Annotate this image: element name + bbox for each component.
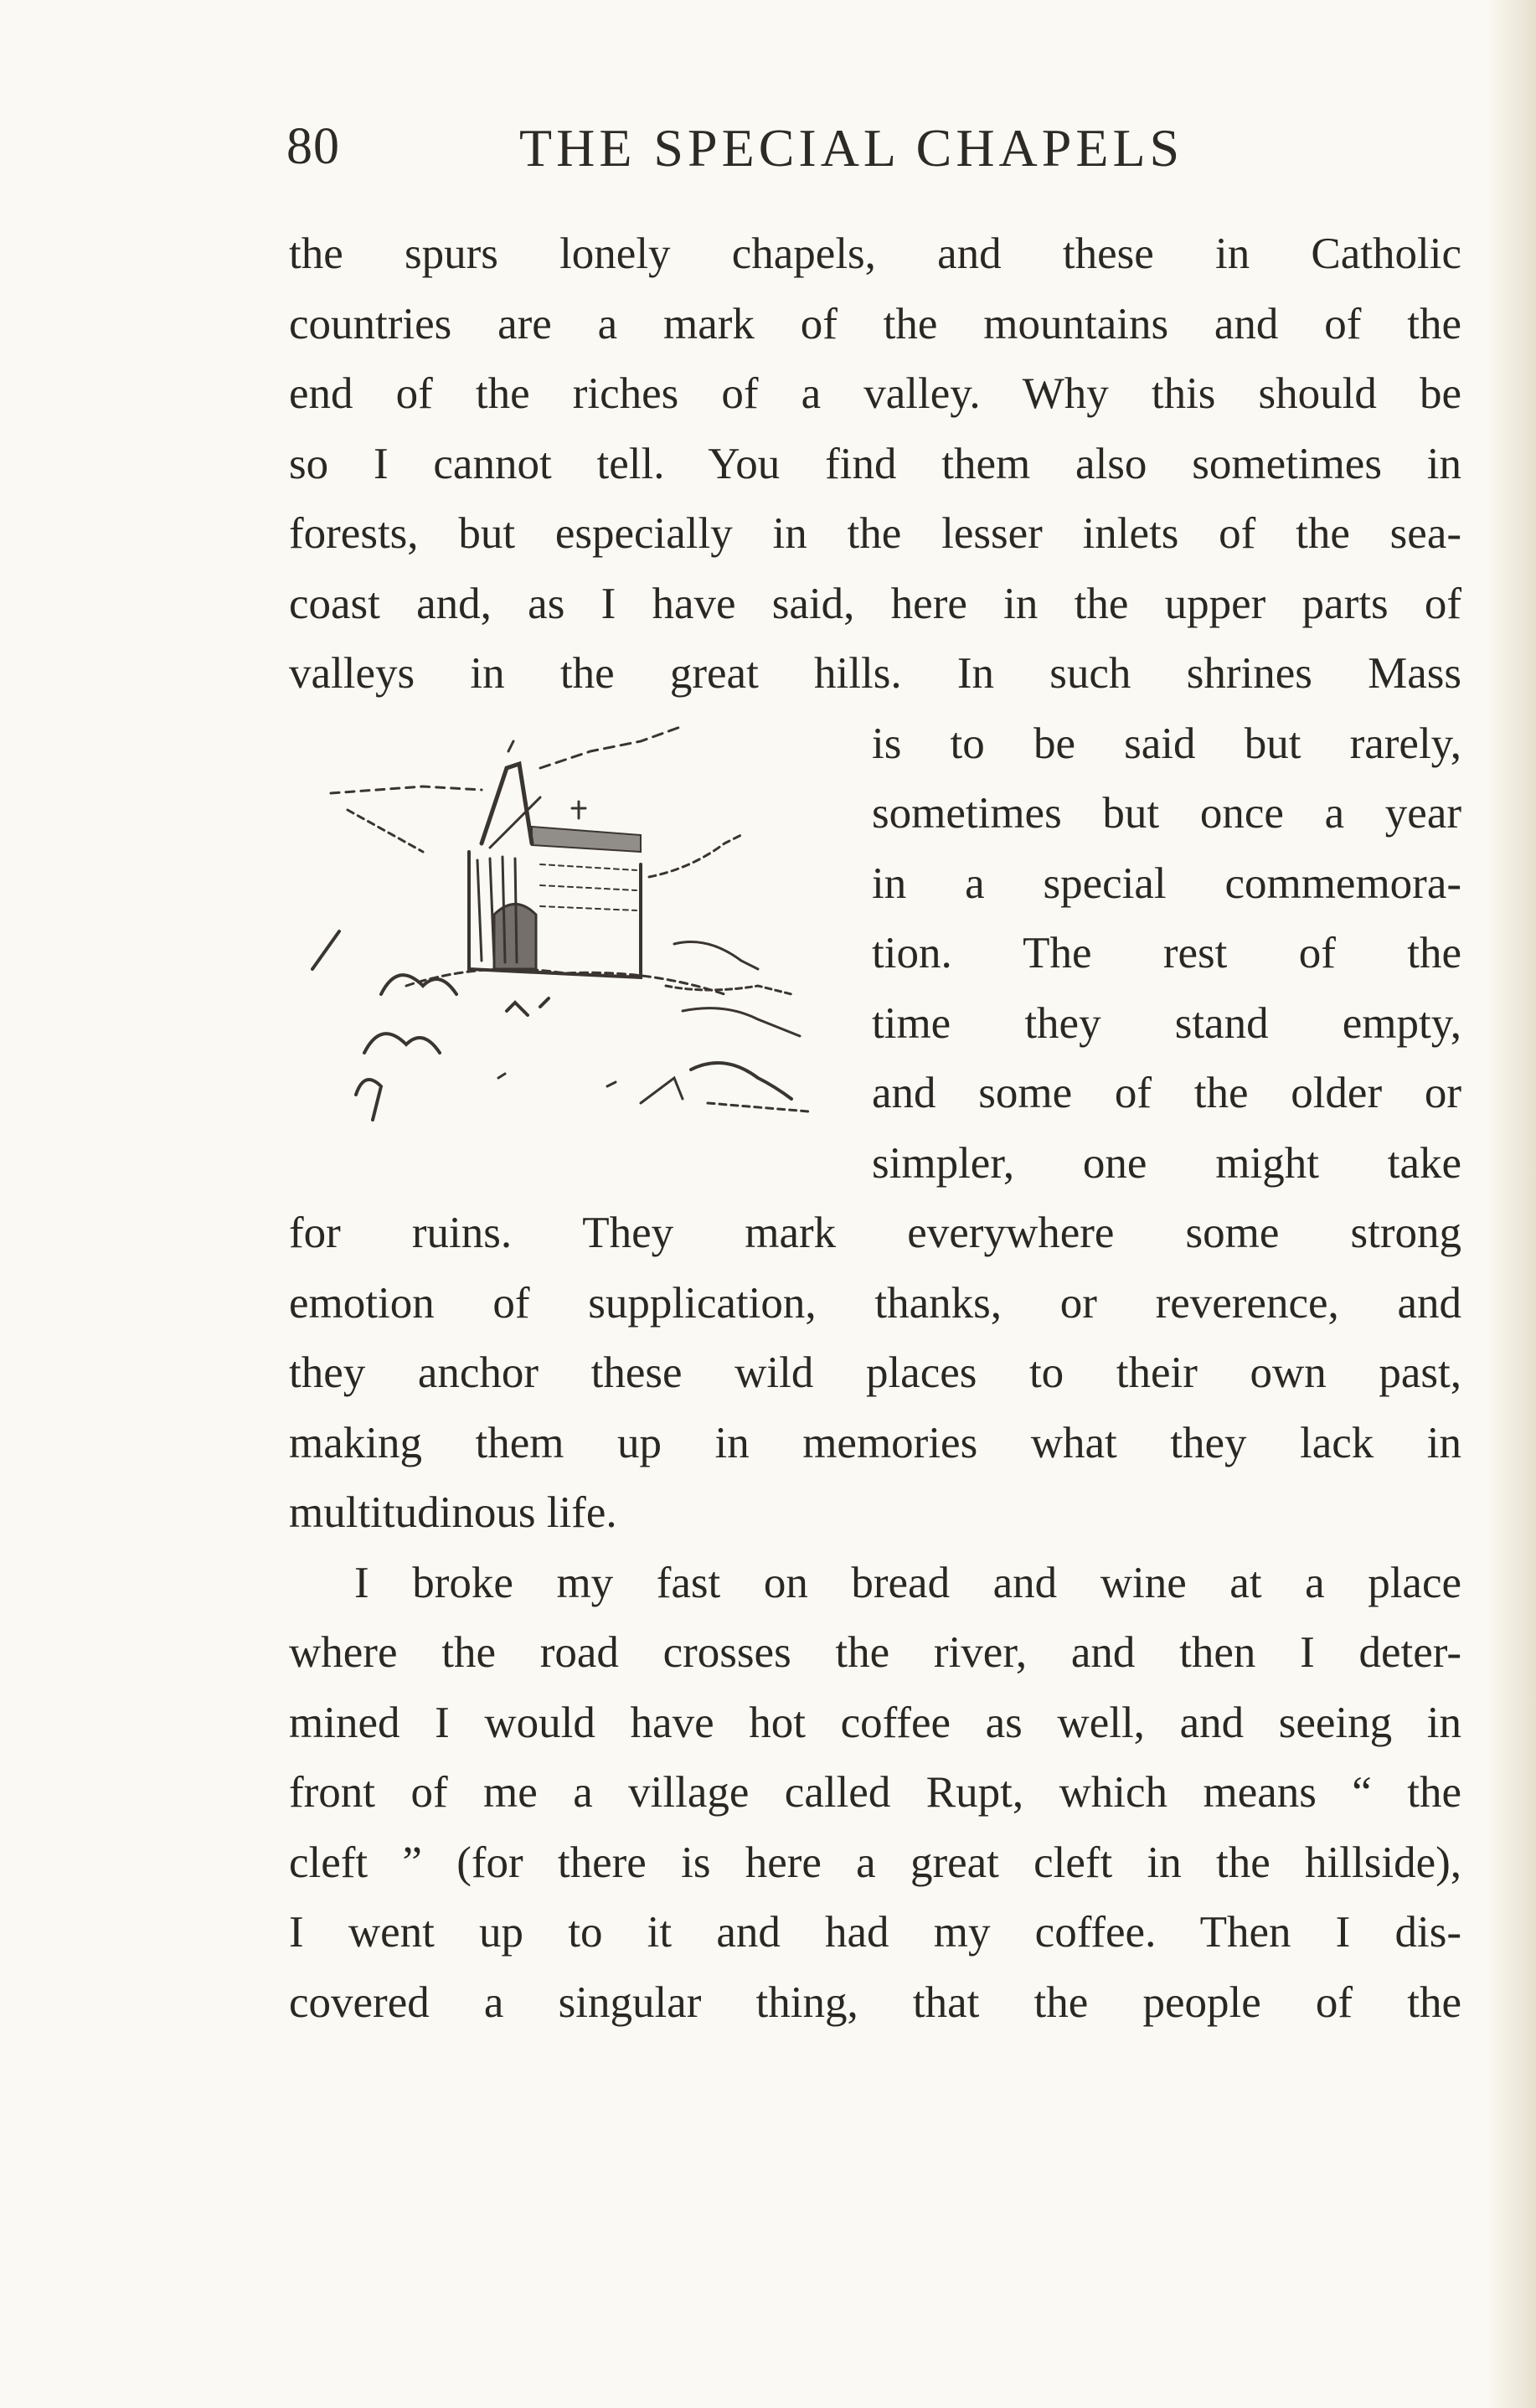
page-header [276, 117, 1466, 184]
text-line: end of the riches of a valley. Why this should be [289, 369, 1461, 418]
text-line: making them up in memories what they lack in [289, 1418, 1461, 1467]
text-line: front of me a village called Rupt, which means “ the [289, 1768, 1461, 1817]
text-line: time they stand empty, [872, 998, 1461, 1048]
text-line: cleft ” (for there is here a great cleft in the hillside), [289, 1838, 1461, 1887]
text-line: emotion of supplication, thanks, or reverence, and [289, 1278, 1461, 1328]
text-line: they anchor these wild places to their own past, [289, 1348, 1461, 1397]
running-head: THE SPECIAL CHAPELS [519, 118, 1184, 178]
text-line: for ruins. They mark everywhere some strong [289, 1209, 1461, 1257]
text-line: in a special commemora- [872, 859, 1461, 908]
text-line: covered a singular thing, that the people of the [289, 1977, 1461, 2027]
text-line: mined I would have hot coffee as well, and seeing in [289, 1698, 1461, 1747]
text-line: I went up to it and had my coffee. Then I dis- [289, 1908, 1461, 1957]
page-edge-shadow [1486, 0, 1536, 2408]
text-line: multitudinous life. [289, 1488, 617, 1537]
text-line: coast and, as I have said, here in the upper parts of [289, 579, 1461, 628]
text-line: the spurs lonely chapels, and these in Catholic [289, 229, 1461, 278]
body-text [289, 219, 1461, 2038]
text-line: tion. The rest of the [872, 929, 1461, 977]
text-line: simpler, one might take [872, 1138, 1461, 1188]
text-line: is to be said but rarely, [872, 719, 1461, 768]
illustrated-block [289, 709, 1461, 1199]
text-line: valleys in the great hills. In such shrines Mass [289, 649, 1461, 698]
text-line: so I cannot tell. You find them also sometimes in [289, 439, 1461, 488]
text-line: countries are a mark of the mountains and of the [289, 299, 1461, 348]
text-line: I broke my fast on bread and wine at a place [354, 1558, 1461, 1607]
text-line: and some of the older or [872, 1069, 1461, 1117]
text-line: forests, but especially in the lesser inlets of the sea- [289, 509, 1461, 558]
text-line: sometimes but once a year [872, 789, 1461, 838]
chapel-drawing-icon [289, 718, 858, 1195]
page-number: 80 [286, 118, 340, 175]
text-line: where the road crosses the river, and then I deter- [289, 1628, 1461, 1677]
